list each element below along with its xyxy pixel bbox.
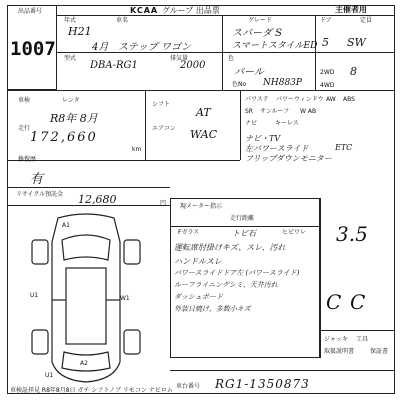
- model-label: 型式: [64, 55, 77, 62]
- wheel-fr: [124, 240, 140, 264]
- remarks-rule: [170, 226, 320, 227]
- mileage-label: 走行: [18, 125, 31, 132]
- option-7: ナビ: [245, 120, 258, 127]
- car-name-label: 車名: [116, 17, 129, 24]
- option-8: キーレス: [275, 120, 299, 127]
- option-1: パワーウィンドウ: [276, 96, 324, 103]
- windshield: [62, 235, 110, 260]
- option-6: W AB: [300, 108, 317, 115]
- doors-value: 5: [322, 36, 329, 49]
- color-no-label: 色No: [232, 81, 247, 88]
- row-rule-2: [7, 90, 395, 91]
- footer-note: 車検証拝見 R8年8月8日 ガチ シフトノブ リモコン ナビロム: [10, 387, 173, 394]
- roof: [66, 268, 106, 344]
- color-label: 色: [228, 55, 235, 62]
- sheet-title: グループ 出品票: [162, 6, 220, 15]
- repair-label: 修復歴: [18, 156, 37, 163]
- diagram-mark-3: A2: [80, 360, 88, 367]
- aircon-value: WAC: [190, 128, 218, 141]
- manual-label: 取扱説明書: [324, 348, 355, 355]
- lot-label: 出品番号: [18, 8, 43, 15]
- diagram-mark-4: U1: [45, 372, 54, 379]
- rental-label: レンタ: [62, 97, 80, 104]
- car-name: ステップ ワゴン: [118, 42, 191, 53]
- displacement-label: 排気量: [170, 55, 189, 62]
- car-body-outline: [52, 214, 120, 382]
- option-4: SR: [245, 108, 253, 115]
- wheel-rl: [32, 330, 48, 354]
- sales-point-0: ナビ・TV: [245, 134, 281, 143]
- sales-point-1: 左パワースライド: [245, 144, 309, 153]
- row-rule-5: [7, 205, 170, 206]
- aircon-label: エアコン: [152, 125, 176, 132]
- wheel-fl: [32, 240, 48, 264]
- inspection-value: R8年 8月: [50, 112, 98, 125]
- repair-value: 有: [30, 172, 44, 187]
- remark-1: ハンドルスレ: [174, 257, 222, 266]
- seating-label: 定員: [360, 17, 373, 24]
- yen-label: 円: [160, 200, 167, 207]
- chassis-number: RG1-1350873: [215, 377, 310, 391]
- remark-0: 運転席肘掛けキズ、スレ、汚れ: [174, 243, 286, 252]
- month: 4月: [92, 42, 109, 53]
- year-label: 年式: [64, 17, 77, 24]
- option-0: パワステ: [245, 96, 269, 103]
- header-rule: [57, 15, 395, 16]
- sales-point-2: ETC: [335, 143, 353, 152]
- option-5: サンルーフ: [260, 108, 290, 115]
- four-wd-label: 4WD: [320, 82, 335, 89]
- grade-label: グレード: [248, 17, 273, 24]
- inspection-label: 車検: [18, 97, 31, 104]
- logo: KCAA: [130, 6, 159, 15]
- report-label: 現メーター指示: [180, 203, 223, 210]
- grade-interior: C: [326, 290, 342, 314]
- chassis-label: 車台番号: [176, 383, 201, 390]
- remark-5: 外装日焼け、多数小キズ: [174, 305, 251, 313]
- two-wd-label: 2WD: [320, 69, 335, 76]
- shift-label: シフト: [152, 101, 171, 108]
- option-2: AW: [326, 96, 336, 103]
- displacement: 2000: [180, 60, 206, 71]
- sales-point-3: フリップダウンモニター: [245, 154, 332, 163]
- wheel-rr: [124, 330, 140, 354]
- door-label: ドア: [320, 17, 332, 24]
- shift-value: AT: [196, 106, 211, 119]
- remark-4: ダッシュボード: [174, 293, 223, 301]
- option-3: ABS: [343, 96, 355, 103]
- grade-rule: [320, 330, 395, 331]
- seats-value: 8: [350, 65, 357, 78]
- remark-2: パワースライドドア左 (パワースライド): [174, 269, 300, 277]
- mileage-value: 172,660: [30, 130, 98, 145]
- km-label: km: [132, 146, 142, 153]
- grade-line1: スパーダ S: [232, 28, 283, 39]
- defect-label: 走行距離: [230, 215, 255, 222]
- jack-label: ジャッキ: [324, 336, 348, 343]
- row-rule-4: [7, 187, 170, 188]
- glass-value: トビ石: [232, 229, 256, 238]
- crack-label: ヒビワレ: [282, 229, 307, 236]
- diagram-mark-1: U1: [30, 292, 39, 299]
- grade-area-divider: [320, 198, 321, 358]
- recycle-fee: 12,680: [78, 193, 117, 206]
- model-code: DBA-RG1: [90, 60, 138, 71]
- recycle-label: リサイクル預託金: [16, 191, 64, 198]
- color-value: パール: [234, 67, 264, 78]
- remark-3: ルーフライニングシミ、天井汚れ: [174, 281, 278, 289]
- lot-number: 1007: [10, 38, 56, 60]
- color-code: NH883P: [263, 78, 302, 88]
- row-rule-3: [7, 160, 240, 161]
- warranty-label: 保証書: [370, 348, 389, 355]
- glass-label: Fガラス: [178, 229, 200, 236]
- remarks-box: [170, 198, 320, 358]
- row-rule-1: [57, 52, 395, 53]
- grade-exterior: C: [350, 290, 366, 314]
- door-suffix: SW: [347, 36, 366, 49]
- options-divider: [240, 90, 241, 160]
- era-year: H21: [68, 25, 92, 38]
- owner-label: 主催者用: [335, 5, 367, 14]
- grade-line2: スマートスタイルED: [232, 41, 318, 51]
- footer-rule: [170, 370, 395, 371]
- shift-divider: [145, 90, 146, 160]
- tools-label: 工具: [356, 336, 369, 343]
- diagram-mark-2: W1: [120, 295, 130, 302]
- diagram-mark-0: A1: [62, 222, 70, 229]
- grade-main: 3.5: [336, 222, 368, 246]
